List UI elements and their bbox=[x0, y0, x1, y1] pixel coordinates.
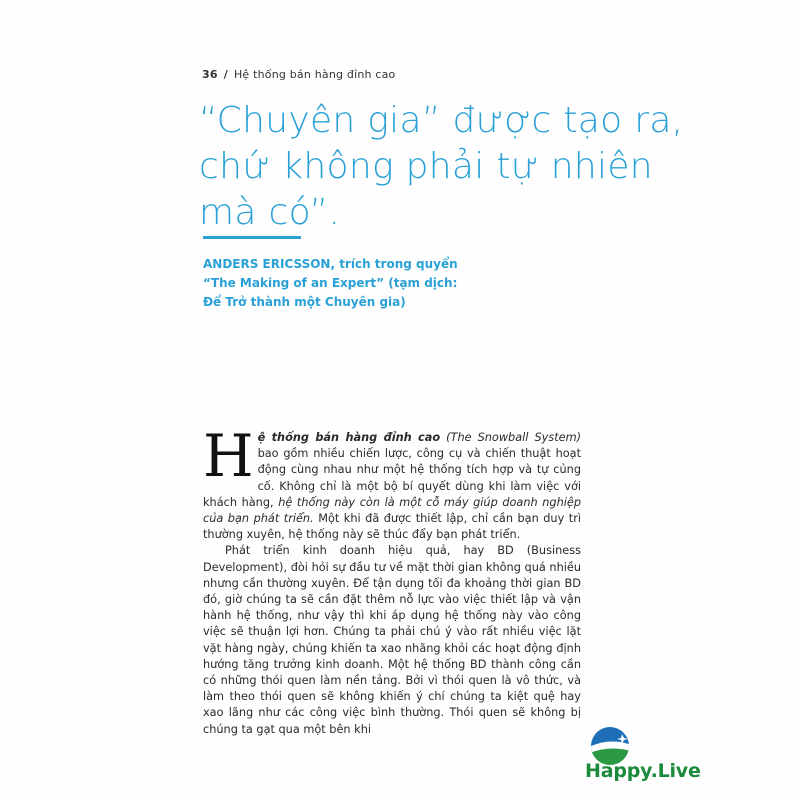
body-text bbox=[203, 422, 582, 738]
paragraph-1-bold-italic: ệ thống bán hàng đỉnh cao bbox=[257, 431, 441, 444]
attribution-line-2: “The Making of an Expert” (tạm dịch: bbox=[203, 276, 458, 290]
paragraph-2: Phát triển kinh doanh hiệu quả, hay BD (Business Development), đòi hỏi sự đầu tư về mặt thời gian không quá nhiều nhưng cần thường xuyên. Để tận dụng tối đa khoảng thời gian BD đó, giờ chúng ta sẽ cần đặt thêm nỗ lực vào việc thiết lập và vận hành hệ thống, như vậy thì khi áp dụng hệ thống này vào công việc sẽ thuận lợi hơn. Chúng ta phải chú ý vào rất nhiều việc lặt vặt hàng ngày, chúng khiến ta xao nhãng khỏi các hoạt động định hướng tăng trưởng kinh doanh. Một hệ thống BD thành công cần có những thói quen làm nền tảng. Bởi vì thói quen là vô thức, và làm theo thói quen sẽ không khiến ý chí chúng ta kiệt quệ hay xao lãng như các công việc bình thường. Thói quen sẽ không bị chúng ta gạt qua một bên khi bbox=[203, 544, 581, 736]
pull-quote bbox=[199, 98, 684, 236]
quote-divider bbox=[203, 236, 301, 239]
paragraph-1-text-2: Một khi đã được thiết lập, chỉ cần bạn duy trì thường xuyên, hệ thống này sẽ thúc đẩy bạn phát triển. bbox=[203, 512, 581, 542]
logo-text: Happy.Live bbox=[585, 760, 701, 782]
quote-line-3: mà có”. bbox=[199, 192, 341, 233]
paragraph-1 bbox=[203, 422, 582, 543]
paragraph-1-text-1: bao gồm nhiều chiến lược, công cụ và chiến thuật hoạt động cùng nhau như một hệ thống tích hợp và tự củng cố. Không chỉ là một bộ bí quyết dùng khi làm việc với khách hàng, bbox=[203, 447, 581, 509]
quote-line-1: “Chuyên gia” được tạo ra, bbox=[199, 100, 684, 141]
quote-line-2: chứ không phải tự nhiên bbox=[199, 146, 653, 187]
running-header bbox=[202, 68, 396, 81]
quote-attribution bbox=[203, 255, 503, 312]
happy-live-logo-icon bbox=[582, 724, 672, 794]
paragraph-1-italic-1: (The Snowball System) bbox=[440, 431, 581, 444]
drop-cap: H bbox=[203, 422, 254, 490]
attribution-line-3: Để Trở thành một Chuyên gia) bbox=[203, 295, 406, 309]
paragraph-1-italic-2: hệ thống này còn là một cỗ máy giúp doanh nghiệp của bạn phát triển. bbox=[203, 495, 582, 526]
running-title: Hệ thống bán hàng đỉnh cao bbox=[233, 68, 396, 81]
page-number: 36 bbox=[202, 68, 218, 81]
header-separator: / bbox=[223, 68, 228, 81]
attribution-line-1: ANDERS ERICSSON, trích trong quyển bbox=[203, 257, 458, 271]
